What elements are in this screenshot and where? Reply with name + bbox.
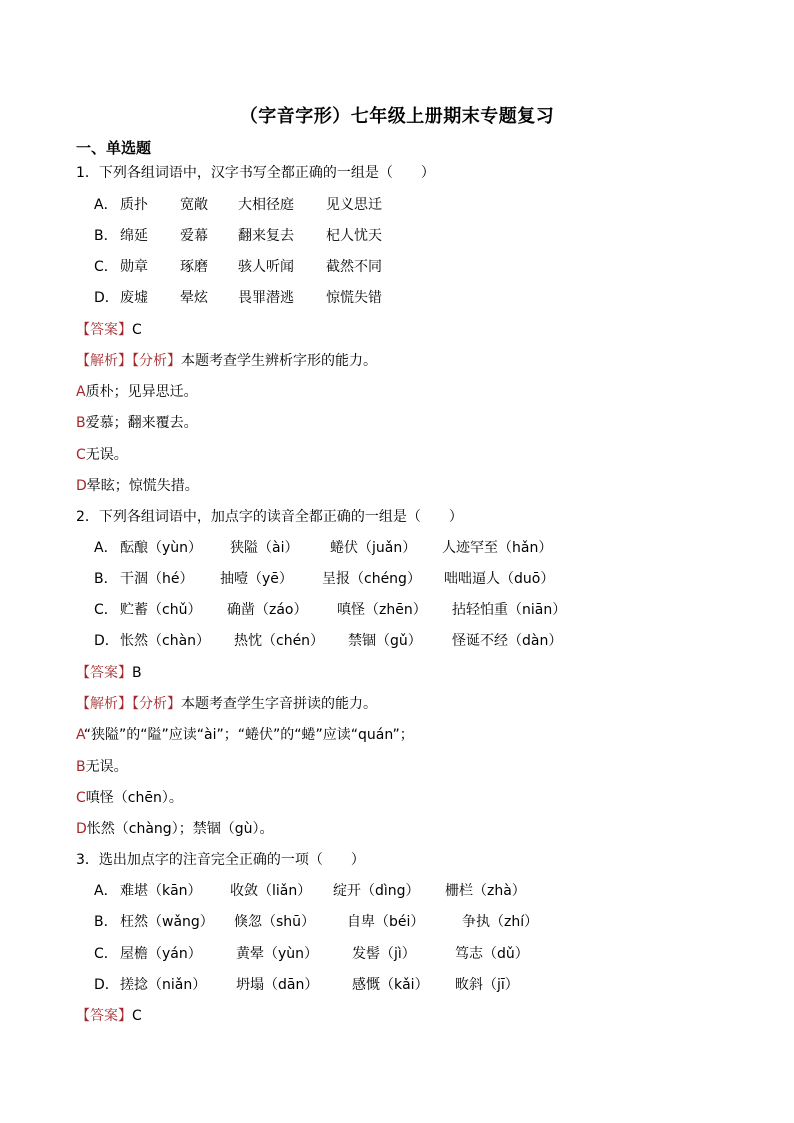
explanation-text: “狭隘”的“隘”应读“ài”；“蜷伏”的“蜷”应读“quán”； [83, 727, 414, 743]
option-item: 发髻（jì） [352, 946, 416, 962]
option-item: 狭隘（ài） [230, 540, 299, 556]
explanation-text: 嗔怪（chēn）。 [85, 790, 183, 806]
explanation-letter: B [76, 759, 86, 775]
option-item: 栅栏（zhà） [445, 883, 526, 899]
explanation-letter: A [76, 384, 86, 400]
option-item: 宽敞 [180, 197, 208, 213]
explanation-text: 质朴；见异思迁。 [85, 384, 198, 400]
option-label: A． [94, 197, 118, 213]
option-item: 咄咄逼人（duō） [444, 571, 555, 587]
q1-explanation-a [76, 383, 198, 401]
q3-answer [76, 1007, 142, 1025]
question-1-stem: 1．下列各组词语中，汉字书写全都正确的一组是（ ） [76, 165, 435, 181]
option-item: 绽开（dìng） [333, 883, 420, 899]
explanation-letter: A [76, 727, 84, 743]
option-item: 翻来复去 [238, 228, 294, 244]
analysis-tag: 【解析】 [76, 696, 132, 712]
analysis-subtag: 【分析】 [132, 353, 181, 369]
option-label: B． [94, 228, 118, 244]
option-item: 呈报（chéng） [322, 571, 421, 587]
q2-explanation-d [76, 820, 273, 838]
option-item: 畏罪潜逃 [238, 290, 294, 306]
option-item: 蜷伏（juǎn） [330, 540, 417, 556]
option-item: 搓捻（niǎn） [120, 977, 207, 993]
explanation-letter: C [76, 790, 86, 806]
option-label: C． [94, 602, 118, 618]
option-item: 干涸（hé） [120, 571, 194, 587]
q1-explanation-c [76, 446, 128, 464]
option-item: 收敛（liǎn） [230, 883, 312, 899]
answer-value: C [132, 322, 142, 338]
option-label: B． [94, 571, 118, 587]
option-item: 自卑（béi） [347, 914, 425, 930]
explanation-text: 无误。 [85, 447, 128, 463]
q1-answer [76, 321, 142, 339]
analysis-tag: 【解析】 [76, 353, 132, 369]
q1-option-c [94, 258, 382, 276]
option-label: D． [94, 977, 119, 993]
q3-option-d [94, 976, 519, 994]
answer-tag: 【答案】 [76, 665, 132, 681]
option-item: 爱幕 [180, 228, 208, 244]
q3-option-a [94, 882, 526, 900]
option-item: 黄晕（yùn） [236, 946, 319, 962]
option-item: 大相径庭 [238, 197, 294, 213]
q2-analysis [76, 695, 377, 713]
option-item: 坍塌（dān） [236, 977, 319, 993]
q2-explanation-b [76, 758, 128, 776]
option-item: 截然不同 [326, 259, 382, 275]
answer-value: B [132, 665, 142, 681]
answer-value: C [132, 1008, 142, 1024]
answer-tag: 【答案】 [76, 1008, 132, 1024]
explanation-letter: C [76, 447, 86, 463]
option-label: A． [94, 883, 118, 899]
q1-option-d [94, 289, 382, 307]
option-item: 嗔怪（zhēn） [337, 602, 427, 618]
explanation-letter: D [76, 821, 87, 837]
q1-explanation-b [76, 414, 198, 432]
option-label: C． [94, 259, 118, 275]
option-item: 拈轻怕重（niān） [452, 602, 567, 618]
question-2-stem: 2．下列各组词语中，加点字的读音全都正确的一组是（ ） [76, 509, 463, 525]
q1-analysis [76, 352, 377, 370]
option-item: 废墟 [120, 290, 148, 306]
page-title: （字音字形）七年级上册期末专题复习 [239, 106, 555, 127]
option-item: 禁锢（gǔ） [348, 633, 422, 649]
option-item: 难堪（kān） [120, 883, 202, 899]
q2-option-b [94, 570, 554, 588]
option-item: 怪诞不经（dàn） [452, 633, 563, 649]
option-item: 抽噎（yē） [220, 571, 293, 587]
option-item: 人迹罕至（hǎn） [442, 540, 553, 556]
explanation-text: 爱慕；翻来覆去。 [85, 415, 198, 431]
option-item: 晕炫 [180, 290, 208, 306]
option-item: 勋章 [120, 259, 148, 275]
q1-explanation-d [76, 477, 199, 495]
option-item: 杞人忧天 [326, 228, 382, 244]
option-label: C． [94, 946, 118, 962]
option-item: 倏忽（shū） [234, 914, 316, 930]
explanation-letter: D [76, 478, 87, 494]
option-item: 怅然（chàn） [120, 633, 211, 649]
option-label: B． [94, 914, 118, 930]
option-item: 酝酿（yùn） [120, 540, 203, 556]
option-label: D． [94, 633, 119, 649]
option-item: 质扑 [120, 197, 148, 213]
q3-option-b [94, 913, 538, 931]
q2-option-a [94, 539, 552, 557]
option-item: 绵延 [120, 228, 148, 244]
option-item: 笃志（dǔ） [455, 946, 529, 962]
explanation-text: 怅然（chàng）；禁锢（gù）。 [86, 821, 274, 837]
question-3-stem: 3．选出加点字的注音完全正确的一项（ ） [76, 852, 365, 868]
section-heading: 一、单选题 [76, 139, 152, 157]
option-label: A． [94, 540, 118, 556]
option-item: 琢磨 [180, 259, 208, 275]
option-item: 枉然（wǎng） [120, 914, 214, 930]
q2-option-c [94, 601, 566, 619]
option-item: 骇人听闻 [238, 259, 294, 275]
analysis-text: 本题考查学生辨析字形的能力。 [181, 353, 377, 369]
option-item: 屋檐（yán） [120, 946, 202, 962]
q2-explanation-a [76, 726, 414, 744]
option-item: 贮蓄（chǔ） [120, 602, 202, 618]
option-item: 感慨（kǎi） [352, 977, 429, 993]
answer-tag: 【答案】 [76, 322, 132, 338]
option-item: 确凿（záo） [227, 602, 308, 618]
option-item: 见义思迁 [326, 197, 382, 213]
option-item: 畋斜（jī） [455, 977, 519, 993]
option-item: 惊慌失错 [326, 290, 382, 306]
explanation-text: 无误。 [85, 759, 128, 775]
explanation-letter: B [76, 415, 86, 431]
analysis-text: 本题考查学生字音拼读的能力。 [181, 696, 377, 712]
q3-option-c [94, 945, 529, 963]
explanation-text: 晕眩；惊慌失措。 [86, 478, 199, 494]
option-item: 热忱（chén） [234, 633, 325, 649]
q2-answer [76, 664, 142, 682]
analysis-subtag: 【分析】 [132, 696, 181, 712]
option-label: D． [94, 290, 119, 306]
q1-option-b [94, 227, 382, 245]
q2-explanation-c [76, 789, 183, 807]
q1-option-a [94, 196, 382, 214]
q2-option-d [94, 632, 562, 650]
option-item: 争执（zhí） [462, 914, 539, 930]
